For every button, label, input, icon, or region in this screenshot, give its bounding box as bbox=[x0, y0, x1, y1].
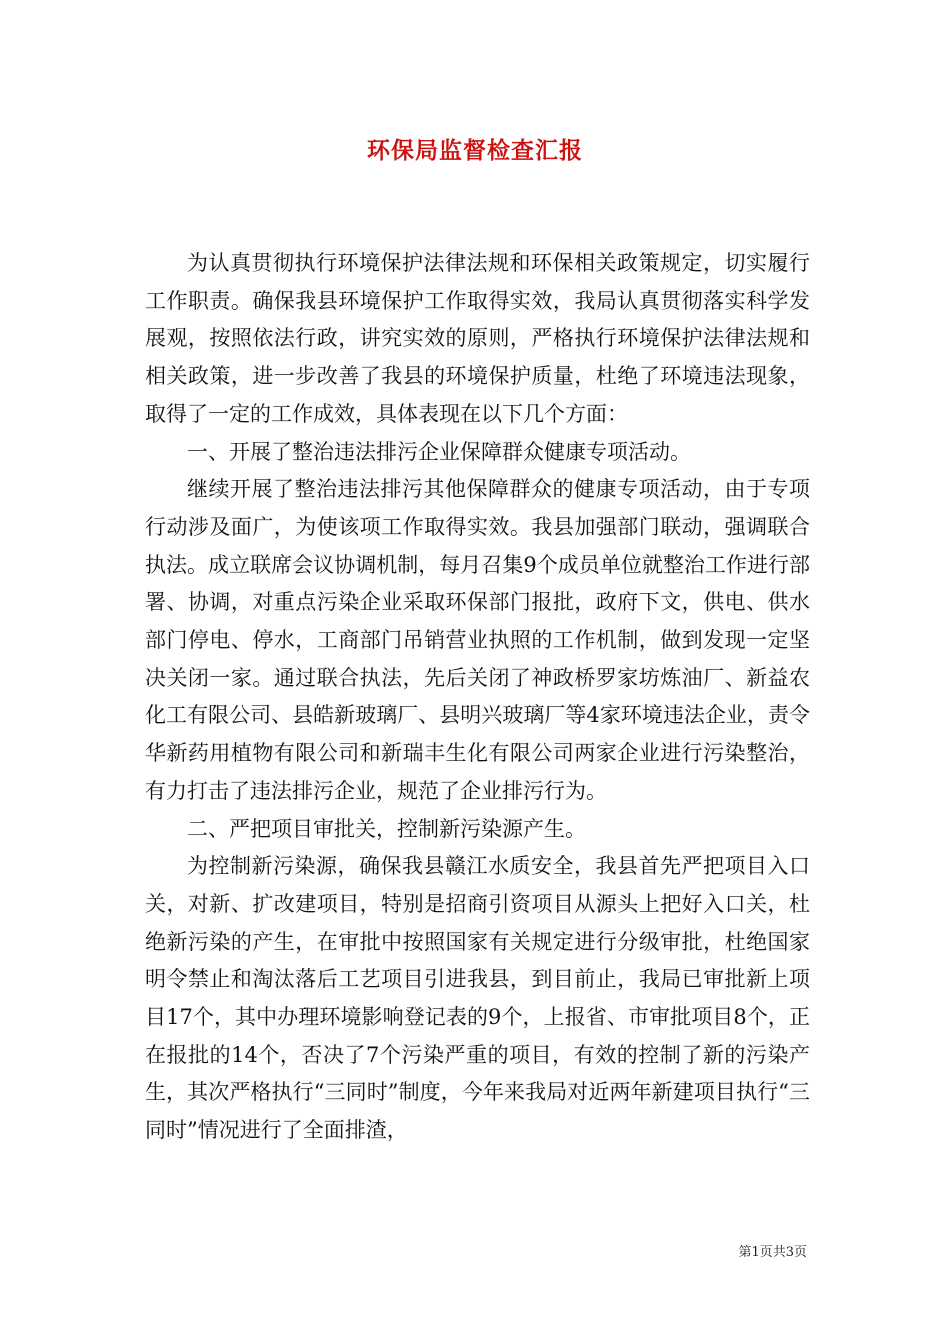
section-heading-1: 一、开展了整治违法排污企业保障群众健康专项活动。 bbox=[187, 439, 691, 464]
paragraph-intro: 为认真贯彻执行环境保护法律法规和环保相关政策规定，切实履行工作职责。确保我县环境保护工作取得实效，我局认真贯彻落实科学发展观，按照依法行政，讲究实效的原则，严格执行环境保护法律法规和相关政策，进一步改善了我县的环境保护质量，杜绝了环境违法现象，取得了一定的工作成效，具体表现在以下几个方面： bbox=[145, 251, 810, 426]
paragraph-section-1: 继续开展了整治违法排污其他保障群众的健康专项活动，由于专项行动涉及面广，为使该项工作取得实效。我县加强部门联动，强调联合执法。成立联席会议协调机制，每月召集9个成员单位就整治工作进行部署、协调，对重点污染企业采取环保部门报批，政府下文，供电、供水部门停电、停水，工商部门吊销营业执照的工作机制，做到发现一定坚决关闭一家。通过联合执法，先后关闭了神政桥罗家坊炼油厂、新益农化工有限公司、县皓新玻璃厂、县明兴玻璃厂等4家环境违法企业，责令华新药用植物有限公司和新瑞丰生化有限公司两家企业进行污染整治，有力打击了违法排污企业，规范了企业排污行为。 bbox=[145, 477, 810, 803]
document-title: 环保局监督检查汇报 bbox=[367, 137, 583, 164]
section-heading-2: 二、严把项目审批关，控制新污染源产生。 bbox=[187, 816, 586, 841]
paragraph-section-2: 为控制新污染源，确保我县赣江水质安全，我县首先严把项目入口关，对新、扩改建项目，特别是招商引资项目从源头上把好入口关，杜绝新污染的产生，在审批中按照国家有关规定进行分级审批，杜绝国家明令禁止和淘汰落后工艺项目引进我县，到目前止，我局已审批新上项目17个，其中办理环境影响登记表的9个，上报省、市审批项目8个，正在报批的14个，否决了7个污染严重的项目，有效的控制了新的污染产生，其次严格执行“三同时”制度，今年来我局对近两年新建项目执行“三同时”情况进行了全面排渣， bbox=[145, 854, 810, 1143]
document-body bbox=[145, 245, 810, 1150]
page-number: 第1页共3页 bbox=[738, 1245, 807, 1260]
